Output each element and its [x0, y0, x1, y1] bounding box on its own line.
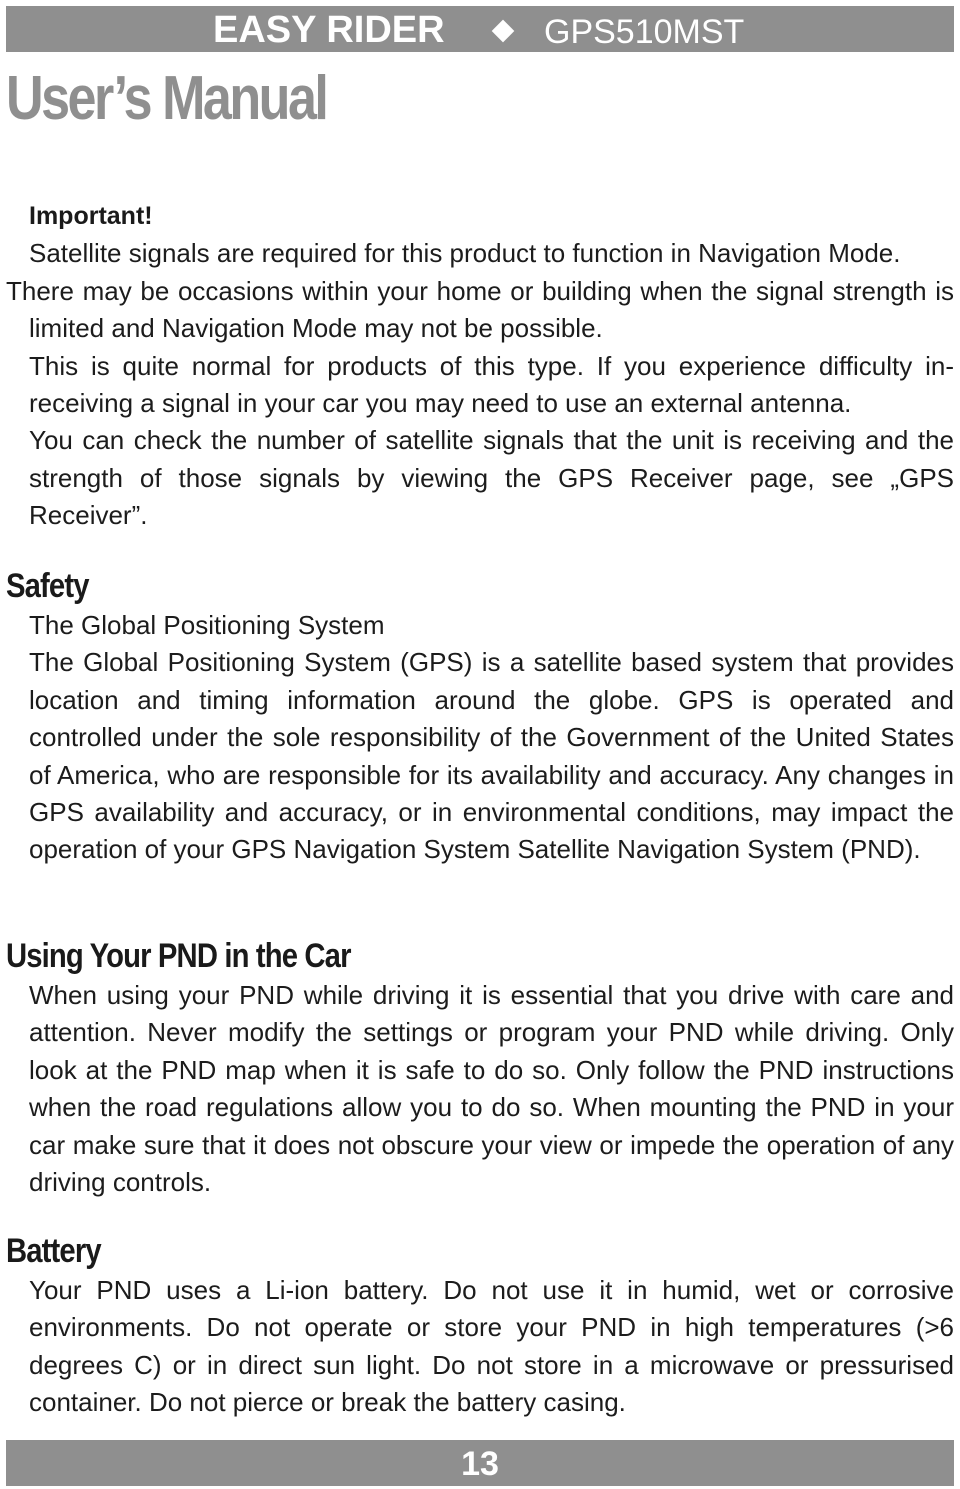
battery-heading: Battery: [6, 1232, 101, 1270]
safety-section: [6, 607, 954, 869]
brand-name: EASY RIDER: [213, 9, 445, 51]
important-line-4: You can check the number of satellite signals that the unit is receiving and the strength of those signals by viewing the GPS Receiver page, see „GPS Receiver”.: [29, 425, 954, 531]
using-pnd-body: When using your PND while driving it is essential that you drive with care and attention. Never modify the settings or program your PND while driving. Only look at the PND map when it is safe to do so. Only follow the PND instructions when the road regulations allow you to do so. When mounting the PND in your car make sure that it does not obscure your view or impede the operation of any driving controls.: [29, 980, 954, 1198]
important-line-2: There may be occasions within your home or building when the signal strength is limited and Navigation Mode may not be possible.: [6, 275, 954, 344]
safety-heading: Safety: [6, 567, 89, 605]
safety-body: The Global Positioning System (GPS) is a satellite based system that provides location and timing information around the globe. GPS is operated and controlled under the sole responsibility of the Government of the United States of America, who are responsible for its availability and accuracy. Any changes in GPS availability and accuracy, or in environmental conditions, may impact the operation of your GPS Navigation System Satellite Navigation System (PND).: [29, 647, 954, 865]
safety-subheading: The Global Positioning System: [29, 610, 385, 640]
footer-bar: [6, 1440, 954, 1486]
header-bar: [6, 6, 954, 52]
using-pnd-section: [6, 977, 954, 1201]
model-name: GPS510MST: [544, 13, 745, 51]
battery-body: Your PND uses a Li-ion battery. Do not use it in humid, wet or corrosive environments. Do not operate or store your PND in high temperatures (>6 degrees C) or in direct sun light. Do not store in a microwave or pressurised container. Do not pierce or break the battery casing.: [29, 1275, 954, 1418]
important-section: [6, 198, 954, 535]
page-number: 13: [461, 1445, 499, 1483]
important-line-3: This is quite normal for products of this type. If you experience difficulty in-receiving a signal in your car you may need to use an external antenna.: [29, 350, 954, 419]
important-line-1: Satellite signals are required for this product to function in Navigation Mode.: [29, 238, 901, 269]
battery-section: [6, 1272, 954, 1422]
manual-title: User’s Manual: [6, 64, 327, 133]
important-label: Important!: [29, 202, 153, 230]
diamond-icon: [492, 20, 515, 43]
using-pnd-heading: Using Your PND in the Car: [6, 937, 351, 975]
